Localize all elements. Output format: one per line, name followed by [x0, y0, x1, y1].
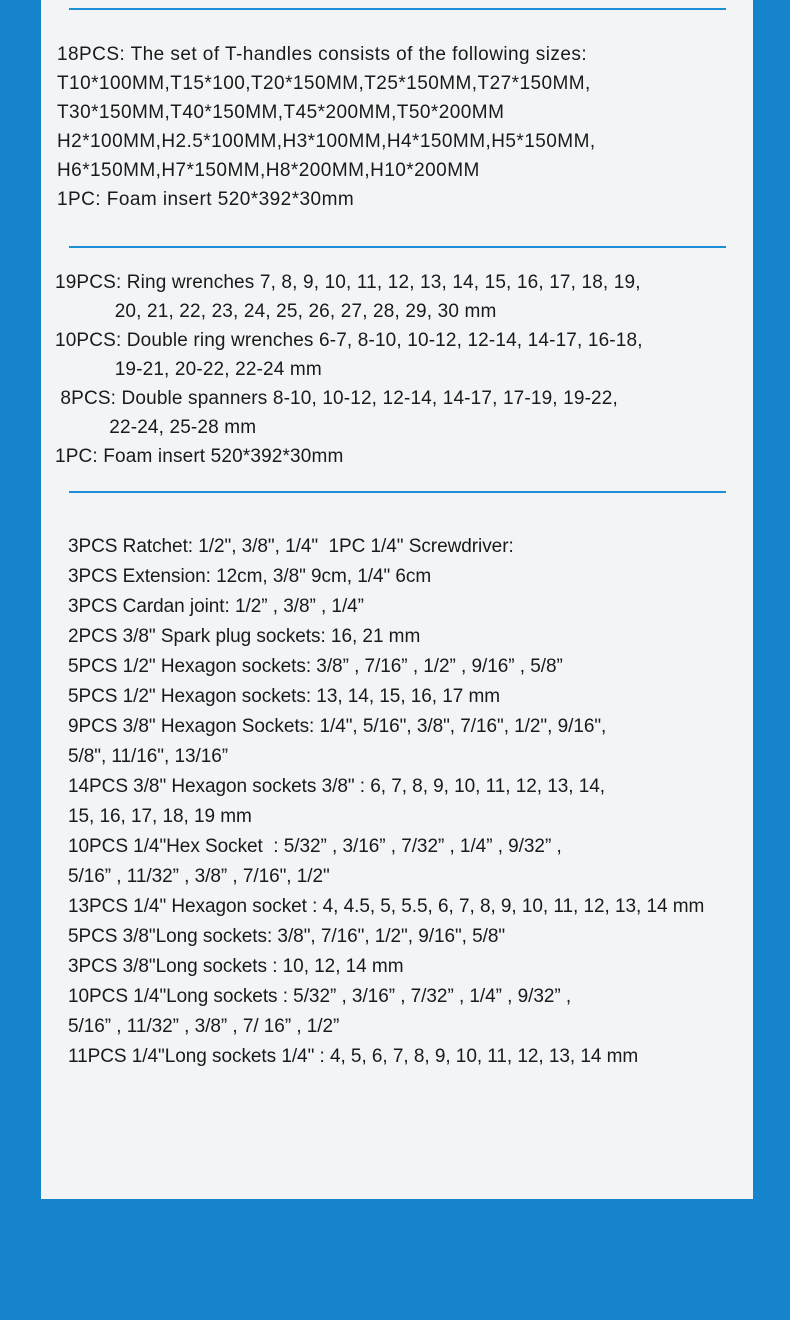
- spec-panel: [41, 0, 753, 1199]
- spec-line: 1PC: Foam insert 520*392*30mm: [57, 189, 355, 210]
- spec-line: 19-21, 20-22, 22-24 mm: [55, 359, 322, 380]
- section-divider: [69, 246, 726, 248]
- spec-line: 1PC: Foam insert 520*392*30mm: [55, 446, 344, 467]
- spec-line: 9PCS 3/8" Hexagon Sockets: 1/4", 5/16", 3/8", 7/16", 1/2", 9/16",: [68, 716, 607, 737]
- spec-line: 2PCS 3/8" Spark plug sockets: 16, 21 mm: [68, 626, 421, 647]
- section-divider: [69, 491, 726, 493]
- spec-line: 14PCS 3/8" Hexagon sockets 3/8" : 6, 7, 8, 9, 10, 11, 12, 13, 14,: [68, 776, 605, 797]
- spec-line: 5PCS 1/2" Hexagon sockets: 13, 14, 15, 16, 17 mm: [68, 686, 501, 707]
- spec-line: 18PCS: The set of T-handles consists of the following sizes:: [57, 44, 588, 65]
- spec-line: 10PCS 1/4"Long sockets : 5/32” , 3/16” , 7/32” , 1/4” , 9/32” ,: [68, 986, 572, 1007]
- t-handles-section: [57, 40, 596, 214]
- spec-line: 15, 16, 17, 18, 19 mm: [68, 806, 252, 827]
- spec-line: 5/8", 11/16", 13/16”: [68, 746, 229, 767]
- spec-line: 22-24, 25-28 mm: [55, 417, 257, 438]
- spec-line: 10PCS 1/4"Hex Socket : 5/32” , 3/16” , 7/32” , 1/4” , 9/32” ,: [68, 836, 562, 857]
- spec-line: 10PCS: Double ring wrenches 6-7, 8-10, 10-12, 12-14, 14-17, 16-18,: [55, 330, 643, 351]
- spec-line: 13PCS 1/4" Hexagon socket : 4, 4.5, 5, 5.5, 6, 7, 8, 9, 10, 11, 12, 13, 14 mm: [68, 896, 705, 917]
- spec-line: 3PCS Cardan joint: 1/2” , 3/8” , 1/4”: [68, 596, 364, 617]
- spec-line: H6*150MM,H7*150MM,H8*200MM,H10*200MM: [57, 160, 480, 181]
- spec-line: 3PCS Extension: 12cm, 3/8" 9cm, 1/4" 6cm: [68, 566, 432, 587]
- spec-line: 8PCS: Double spanners 8-10, 10-12, 12-14, 14-17, 17-19, 19-22,: [55, 388, 618, 409]
- spec-line: T30*150MM,T40*150MM,T45*200MM,T50*200MM: [57, 102, 505, 123]
- sockets-section: [68, 532, 704, 1072]
- spec-line: 20, 21, 22, 23, 24, 25, 26, 27, 28, 29, 30 mm: [55, 301, 497, 322]
- spec-line: 5/16” , 11/32” , 3/8” , 7/ 16” , 1/2”: [68, 1016, 340, 1037]
- spec-line: 19PCS: Ring wrenches 7, 8, 9, 10, 11, 12, 13, 14, 15, 16, 17, 18, 19,: [55, 272, 641, 293]
- spec-line: 3PCS 3/8"Long sockets : 10, 12, 14 mm: [68, 956, 404, 977]
- spec-line: 11PCS 1/4"Long sockets 1/4" : 4, 5, 6, 7, 8, 9, 10, 11, 12, 13, 14 mm: [68, 1046, 639, 1067]
- spec-line: 5/16” , 11/32” , 3/8” , 7/16", 1/2": [68, 866, 330, 887]
- spec-line: 5PCS 3/8"Long sockets: 3/8", 7/16", 1/2", 9/16", 5/8": [68, 926, 506, 947]
- spec-line: H2*100MM,H2.5*100MM,H3*100MM,H4*150MM,H5*150MM,: [57, 131, 596, 152]
- top-divider: [69, 8, 726, 10]
- spec-line: 3PCS Ratchet: 1/2", 3/8", 1/4" 1PC 1/4" Screwdriver:: [68, 536, 514, 557]
- spec-line: 5PCS 1/2" Hexagon sockets: 3/8” , 7/16” , 1/2” , 9/16” , 5/8”: [68, 656, 563, 677]
- spec-line: T10*100MM,T15*100,T20*150MM,T25*150MM,T27*150MM,: [57, 73, 591, 94]
- wrenches-section: [55, 268, 643, 471]
